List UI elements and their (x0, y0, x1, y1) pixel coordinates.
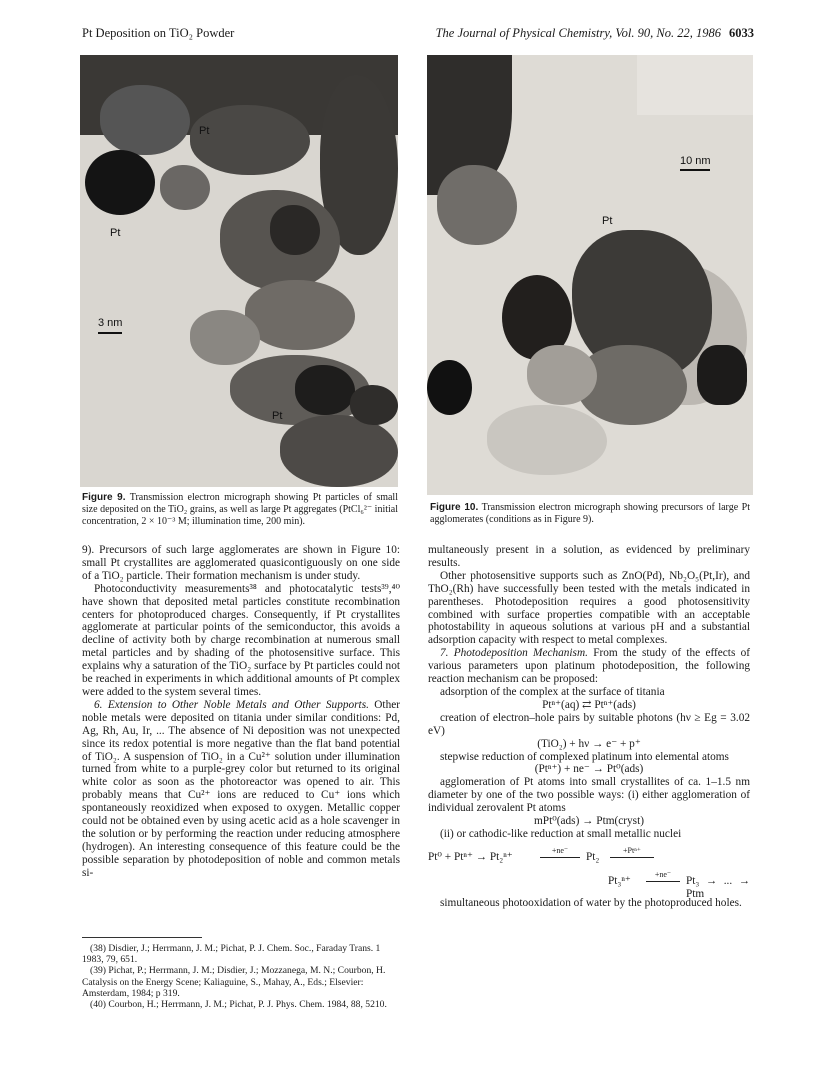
figure-9-caption (82, 492, 398, 528)
pt-label: Pt (110, 227, 121, 239)
mechanism-step: adsorption of the complex at the surface of titania (440, 685, 665, 698)
pt-aggregate (295, 365, 355, 415)
equation-chain (428, 845, 750, 900)
arrow-label: +ne⁻ (654, 869, 672, 879)
references (82, 937, 400, 1010)
equation: Pt₂ (586, 850, 600, 863)
particle (697, 345, 747, 405)
paragraph (82, 699, 400, 880)
paragraph: multaneously present in a solution, as evidenced by preliminary results. (428, 544, 750, 569)
particle (487, 405, 607, 475)
paragraph: 9). Precursors of such large agglomerates are shown in Figure 10: small Pt crystallites are agglomerated quasicontiguously on one side of a TiO₂ particle. Their formation mechanism is under study. (82, 544, 400, 582)
running-head: Pt Deposition on TiO₂ Powder (82, 26, 235, 40)
particle (100, 85, 190, 155)
arrow-label: +ne⁻ (551, 845, 569, 855)
caption-text: Transmission electron micrograph showing Pt particles of small size deposited on the TiO₂ grains, as well as large Pt aggregates (PtCl₆²⁻ initial concentration, 2 × 10⁻³ M; illumination time, 200 min). (82, 492, 398, 527)
paragraph-text: From the study of the effects of various parameters upon platinum photodeposition, the following reaction mechanism can be proposed: (428, 647, 751, 686)
reaction-arrow (540, 845, 580, 858)
figure-9-micrograph (80, 55, 398, 487)
caption-label: Figure 9. (82, 492, 126, 503)
figure-10-micrograph (427, 55, 753, 495)
particle (637, 55, 753, 115)
scale-bar (680, 169, 710, 171)
paragraph-text: Other noble metals were deposited on titania under similar conditions: Pd, Ag, Rh, Au, Ir, ... The absence of Ni deposition was not unexpected since its redox potential is more negative than the flat band potential of TiO₂. A suspension of TiO₂ in a Cu²⁺ solution under illumination turned from white to a purple-grey color but returned to its original white color as soon as the photoreactor was opened to air. This probably means that Cu²⁺ ions are reduced to Cu⁺ ions which spontaneously reoxidized when exposed to oxygen. Metallic copper could not be obtained even by using acetic acid as a hole scavenger in the solution or by performing the reaction under reducing atmosphere (hydrogen). An interesting consequence of this feature could be the possible separation by photodeposition of noble and common metals si- (82, 698, 400, 879)
pt-label: Pt (602, 215, 613, 227)
pt-label: Pt (272, 410, 283, 422)
equation: (TiO₂) + hν → e⁻ + p⁺ (537, 737, 641, 750)
paragraph: Other photosensitive supports such as ZnO(Pd), Nb₂O₅(Pt,Ir), and ThO₂(Rh) have successfully been tested with the metals indicated in parentheses. Photodeposition requires a good photosensitivity combined with surface properties compatible with an acceptable photostability in aqueous solutions at various pH and a substantial adsorption capacity with respect to metal complexes. (428, 569, 750, 647)
mechanism-step: (ii) or cathodic-like reduction at small metallic nuclei (440, 827, 682, 840)
mechanism-step: stepwise reduction of complexed platinum into elemental atoms (440, 750, 729, 763)
mechanism-step: simultaneous photooxidation of water by the photoproduced holes. (440, 896, 742, 909)
scale-bar (98, 332, 122, 334)
equation: (Ptⁿ⁺) + ne⁻ → Pt⁰(ads) (534, 763, 644, 776)
particle (280, 415, 398, 487)
paragraph (428, 647, 750, 686)
equation: Pt₃ → ... → Ptm (686, 874, 750, 900)
particle (427, 360, 472, 415)
reference-item: (38) Disdier, J.; Herrmann, J. M.; Pichat, P. J. Chem. Soc., Faraday Trans. 1 1983, 79, 651. (82, 943, 381, 966)
arrow-label: +Ptⁿ⁺ (623, 845, 641, 855)
paragraph: Photoconductivity measurements³⁸ and photocatalytic tests³⁹,⁴⁰ have shown that deposited metal particles constitute recombination centers for photoproduced charges. Consequently, if Pt crystallites agglomerate at particular points of the semiconductor, this avoids a decline of activity both by charge recombination at numerous small metal particles and by shading of the photosensitive surface. This explains why a saturation of the TiO₂ surface by Pt particles could not be reached in experiments in which additional amounts of Pt complex were added to the system several times. (82, 582, 400, 698)
mechanism-step: agglomeration of Pt atoms into small crystallites of ca. 1–1.5 nm diameter by one of the two possible ways: (i) either agglomeration of individual zerovalent Pt atoms (428, 776, 750, 815)
section-heading: 6. Extension to Other Noble Metals and Other Supports. (94, 698, 369, 711)
journal-name: The Journal of Physical Chemistry, Vol. 90, No. 22, 1986 (435, 26, 721, 40)
particle (270, 205, 320, 255)
equation: Pt⁰ + Ptⁿ⁺ → Pt₂ⁿ⁺ (428, 850, 513, 863)
pt-label: Pt (199, 125, 210, 137)
reference-item: (39) Pichat, P.; Herrmann, J. M.; Disdier, J.; Mozzanega, M. N.; Courbon, H. Catalysis on the Energy Scene; Kaliaguine, S., Mahay, A., Eds.; Elsevier: Amsterdam, 1984; p 319. (82, 965, 386, 999)
particle (350, 385, 398, 425)
footnote-rule (82, 937, 202, 938)
page-number: 6033 (729, 26, 754, 40)
reference-item: (40) Courbon, H.; Herrmann, J. M.; Pichat, P. J. Phys. Chem. 1984, 88, 5210. (90, 999, 387, 1011)
scale-bar-label: 3 nm (98, 317, 123, 329)
reaction-arrow (610, 845, 654, 858)
left-column (82, 544, 400, 880)
reaction-arrow (646, 869, 680, 882)
particle (437, 165, 517, 245)
caption-text: Transmission electron micrograph showing precursors of large Pt agglomerates (conditions as in Figure 9). (430, 502, 750, 525)
caption-label: Figure 10. (430, 502, 479, 513)
particle (245, 280, 355, 350)
right-column (428, 544, 750, 910)
pt-aggregate (85, 150, 155, 215)
section-heading: 7. Photodeposition Mechanism. (440, 647, 588, 660)
scale-bar-label: 10 nm (680, 155, 711, 167)
journal-citation (436, 26, 754, 41)
particle (190, 105, 310, 175)
mechanism-step: creation of electron–hole pairs by suitable photons (hν ≥ Eg = 3.02 eV) (428, 711, 750, 737)
figure-10-caption (430, 502, 750, 526)
particle (527, 345, 597, 405)
equation: Pt₃ⁿ⁺ (608, 874, 631, 887)
equation: mPt⁰(ads) → Ptm(cryst) (534, 815, 644, 828)
particle (190, 310, 260, 365)
equation: Ptⁿ⁺(aq) ⇄ Ptⁿ⁺(ads) (542, 698, 636, 711)
particle (160, 165, 210, 210)
